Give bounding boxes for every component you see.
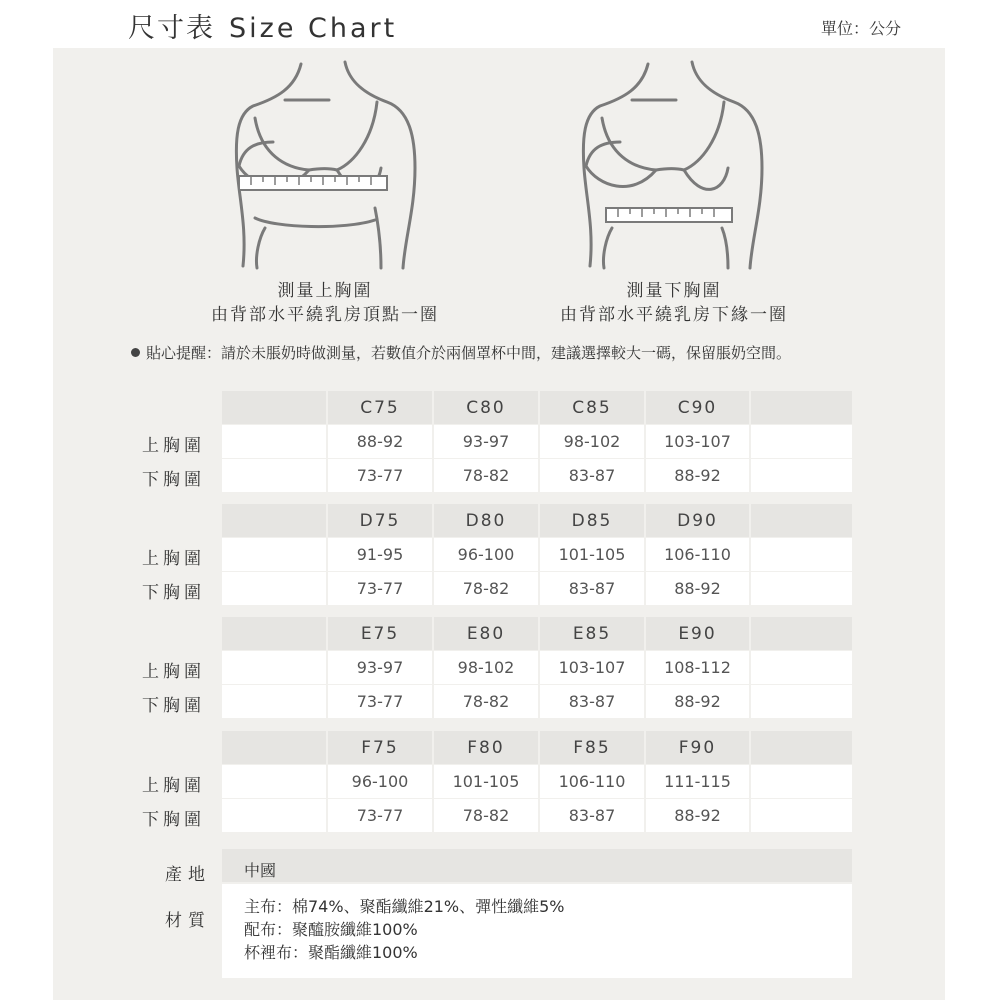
size-header-cell: E90 [646,617,749,650]
empty-cell [222,799,326,832]
under-bust-cell: 73-77 [328,799,432,832]
size-header-cell: F85 [540,731,644,764]
empty-cell [751,731,852,764]
upper-bust-cell: 96-100 [328,765,432,798]
under-bust-cell: 88-92 [646,799,749,832]
upper-bust-cell: 88-92 [328,425,432,458]
under-bust-cell: 88-92 [646,572,749,605]
material-line: 主布：棉74%、聚酯纖維21%、彈性纖維5% [244,897,565,916]
upper-bust-cell: 103-107 [646,425,749,458]
size-header-cell: F80 [434,731,538,764]
empty-cell [751,765,852,798]
under-bust-cell: 83-87 [540,685,644,718]
under-bust-cell: 78-82 [434,459,538,492]
size-header-cell: C80 [434,391,538,424]
tip-text: 貼心提醒：請於未脹奶時做測量，若數值介於兩個罩杯中間，建議選擇較大一碼，保留脹奶空間。 [146,344,792,362]
empty-cell [751,617,852,650]
material-line: 配布：聚醯胺纖維100% [244,920,418,939]
size-header-cell: D90 [646,504,749,537]
material-line: 杯裡布：聚酯纖維100% [244,943,418,962]
empty-cell [222,425,326,458]
under-bust-cell: 88-92 [646,685,749,718]
origin-row [222,849,852,882]
upper-bust-cell: 98-102 [540,425,644,458]
upper-bust-caption [195,279,455,327]
size-header-cell: F90 [646,731,749,764]
upper-bust-label: 上胸圍 [142,549,205,569]
size-header-cell: D80 [434,504,538,537]
under-bust-cell: 78-82 [434,572,538,605]
size-header-cell: C75 [328,391,432,424]
upper-bust-cell: 106-110 [540,765,644,798]
upper-bust-cell: 91-95 [328,538,432,571]
material-row [222,884,852,978]
under-bust-caption-line1: 測量下胸圍 [626,281,722,301]
title-en: Size Chart [229,13,398,44]
under-bust-label: 下胸圍 [142,696,205,716]
upper-bust-cell: 101-105 [540,538,644,571]
size-header-cell: E85 [540,617,644,650]
upper-bust-cell: 108-112 [646,651,749,684]
under-bust-cell: 73-77 [328,459,432,492]
size-header-cell: D85 [540,504,644,537]
upper-bust-label: 上胸圍 [142,436,205,456]
under-bust-caption [543,279,805,327]
origin-value: 中國 [244,861,277,880]
empty-cell [222,765,326,798]
upper-bust-cell: 111-115 [646,765,749,798]
under-bust-cell: 73-77 [328,572,432,605]
under-bust-cell: 83-87 [540,572,644,605]
empty-cell [222,572,326,605]
upper-bust-cell: 93-97 [328,651,432,684]
empty-cell [751,391,852,424]
size-header-cell: C90 [646,391,749,424]
empty-cell [751,459,852,492]
under-bust-cell: 88-92 [646,459,749,492]
upper-bust-label: 上胸圍 [142,662,205,682]
empty-cell [222,651,326,684]
empty-cell [222,685,326,718]
under-bust-cell: 73-77 [328,685,432,718]
empty-cell [222,391,326,424]
under-bust-label: 下胸圍 [142,470,205,490]
size-header-cell: F75 [328,731,432,764]
empty-cell [751,651,852,684]
bullet-icon [131,348,140,357]
empty-cell [751,572,852,605]
under-bust-cell: 78-82 [434,799,538,832]
unit-label: 單位：公分 [820,19,901,38]
under-bust-label: 下胸圍 [142,810,205,830]
material-label: 材質 [165,911,211,931]
size-header-cell: C85 [540,391,644,424]
under-bust-cell: 83-87 [540,459,644,492]
size-header-cell: E80 [434,617,538,650]
upper-bust-cell: 93-97 [434,425,538,458]
empty-cell [751,799,852,832]
size-header-cell: E75 [328,617,432,650]
under-bust-cell: 83-87 [540,799,644,832]
empty-cell [751,425,852,458]
title-zh: 尺寸表 [128,13,215,44]
empty-cell [222,617,326,650]
upper-bust-cell: 101-105 [434,765,538,798]
under-bust-label: 下胸圍 [142,583,205,603]
under-bust-cell: 78-82 [434,685,538,718]
under-bust-figure [572,58,792,276]
tip-note [131,342,791,363]
empty-cell [222,731,326,764]
empty-cell [751,685,852,718]
upper-bust-cell: 103-107 [540,651,644,684]
upper-bust-caption-line2: 由背部水平繞乳房頂點一圈 [211,305,439,325]
empty-cell [751,504,852,537]
empty-cell [751,538,852,571]
upper-bust-label: 上胸圍 [142,776,205,796]
empty-cell [222,504,326,537]
upper-bust-cell: 106-110 [646,538,749,571]
upper-bust-cell: 98-102 [434,651,538,684]
empty-cell [222,538,326,571]
size-header-cell: D75 [328,504,432,537]
upper-bust-caption-line1: 測量上胸圍 [277,281,373,301]
under-bust-caption-line2: 由背部水平繞乳房下緣一圈 [560,305,788,325]
origin-label: 產地 [165,865,211,885]
empty-cell [222,459,326,492]
page-title [128,6,397,45]
upper-bust-figure [225,58,445,276]
upper-bust-cell: 96-100 [434,538,538,571]
